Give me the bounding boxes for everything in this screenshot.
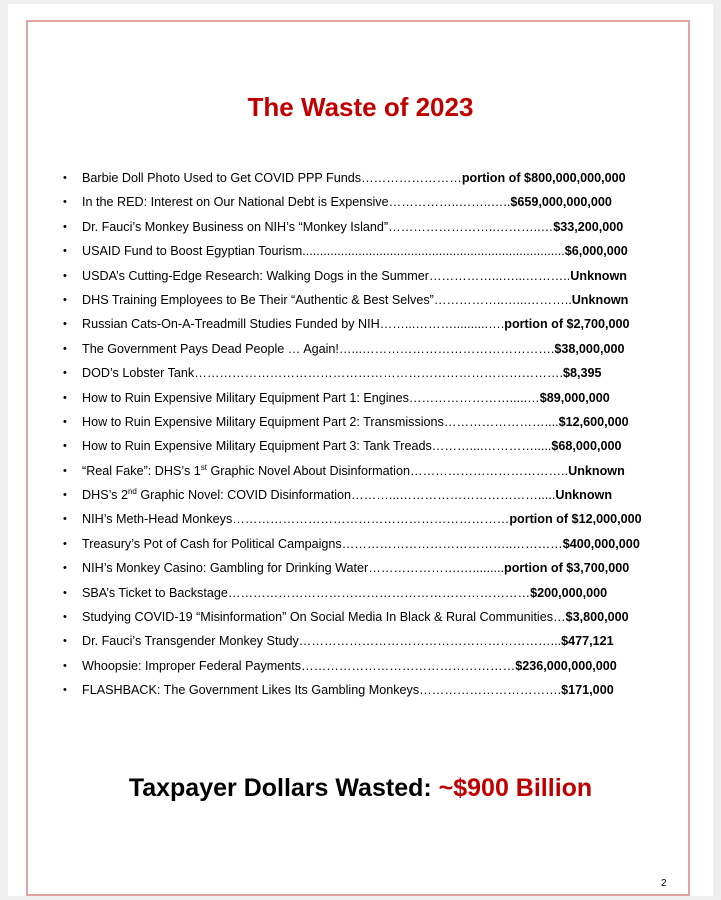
item-amount: $659,000,000,000	[510, 195, 612, 210]
bullet-icon: •	[63, 489, 67, 502]
dot-leader: …	[553, 610, 566, 625]
item-row	[82, 459, 625, 483]
item-amount: portion of $2,700,000	[504, 317, 630, 332]
item-amount: $171,000	[561, 683, 614, 698]
item-amount: $400,000,000	[562, 536, 640, 551]
dot-leader: ………………………………..	[409, 463, 569, 478]
dot-leader: ……………………	[361, 171, 462, 185]
item-row	[82, 629, 614, 653]
bullet-icon: •	[63, 367, 67, 380]
total-label: Taxpayer Dollars Wasted:	[128, 774, 439, 802]
dot-leader: ………………….….........	[368, 561, 505, 576]
item-amount: $33,200,000	[553, 219, 624, 234]
list-item	[58, 312, 678, 336]
bullet-icon: •	[63, 562, 67, 575]
item-amount: $200,000,000	[530, 585, 608, 600]
item-label: “Real Fake”: DHS’s 1st Graphic Novel About Disinformation	[82, 462, 410, 478]
list-item	[58, 410, 678, 434]
bullet-icon: •	[63, 269, 67, 282]
item-row	[82, 386, 610, 410]
bullet-icon: •	[63, 318, 67, 331]
list-item	[58, 386, 678, 410]
list-item	[58, 507, 678, 531]
bullet-icon: •	[63, 513, 67, 526]
item-row	[82, 434, 621, 458]
item-row	[82, 239, 628, 263]
item-row	[82, 337, 624, 361]
bullet-icon: •	[63, 415, 67, 428]
waste-list	[58, 166, 678, 703]
item-row	[82, 215, 623, 239]
dot-leader: …………………………………………………………………………….	[194, 366, 563, 381]
item-row	[82, 288, 628, 312]
item-row	[82, 166, 626, 190]
list-item	[58, 605, 678, 629]
item-label: In the RED: Interest on Our National Debt is Expensive	[82, 195, 389, 210]
bullet-icon: •	[63, 220, 67, 233]
dot-leader: ……………...…...………..	[428, 268, 571, 283]
dot-leader: ……………………..………..…	[388, 219, 554, 234]
item-amount: Unknown	[555, 488, 613, 503]
item-label: DOD’s Lobster Tank	[82, 366, 195, 381]
list-item	[58, 264, 678, 288]
item-label: Treasury’s Pot of Cash for Political Campaigns	[82, 536, 342, 551]
list-item	[58, 629, 678, 653]
item-row	[82, 507, 642, 531]
list-item	[58, 239, 678, 263]
bullet-icon: •	[63, 537, 67, 550]
bullet-icon: •	[63, 440, 67, 453]
list-item	[58, 166, 678, 190]
dot-leader: ………...…………………………….....	[351, 488, 556, 503]
list-item	[58, 288, 678, 312]
list-item	[58, 483, 678, 507]
item-label: Russian Cats-On-A-Treadmill Studies Funded by NIH	[82, 317, 380, 332]
item-amount: $477,121	[561, 634, 614, 649]
dot-leader: ………………………………………………………………	[227, 585, 531, 600]
item-label: FLASHBACK: The Government Likes Its Gambling Monkeys	[82, 683, 420, 698]
dot-leader: …………………………………..…………	[341, 536, 563, 551]
list-item	[58, 215, 678, 239]
dot-leader: ...........................................................................	[302, 244, 565, 259]
item-label: Barbie Doll Photo Used to Get COVID PPP Funds	[82, 171, 362, 185]
dot-leader: ………....………….....	[431, 439, 552, 454]
bullet-icon: •	[63, 172, 67, 184]
dot-leader: ……………..…...………..	[433, 292, 572, 307]
item-row	[82, 654, 617, 678]
item-row	[82, 532, 640, 556]
item-amount: $12,600,000	[558, 414, 629, 429]
item-label: Whoopsie: Improper Federal Payments	[82, 658, 302, 673]
dot-leader: …………………….....…	[408, 390, 540, 405]
dot-leader: …………………………….	[419, 683, 562, 698]
item-row	[82, 264, 627, 288]
item-row	[82, 361, 601, 385]
bullet-icon: •	[63, 586, 67, 599]
list-item	[58, 459, 678, 483]
item-label: Dr. Fauci’s Transgender Monkey Study	[82, 634, 299, 649]
item-label: NIH’s Meth-Head Monkeys	[82, 512, 233, 527]
bullet-icon: •	[63, 635, 67, 648]
dot-leader: ……………………....	[443, 414, 559, 429]
item-row	[82, 605, 629, 629]
item-amount: $8,395	[562, 366, 602, 381]
dot-leader: …………………………………………………………	[232, 512, 510, 527]
list-item	[58, 337, 678, 361]
item-row	[82, 483, 612, 507]
page-number: 2	[661, 878, 667, 889]
list-item	[58, 556, 678, 580]
bullet-icon: •	[63, 293, 67, 306]
item-row	[82, 556, 629, 580]
item-label: DHS Training Employees to Be Their “Authentic & Best Selves”	[82, 292, 434, 307]
list-item	[58, 581, 678, 605]
list-item	[58, 190, 678, 214]
item-label: Studying COVID-19 “Misinformation” On Social Media In Black & Rural Communities	[82, 610, 554, 625]
item-amount: $38,000,000	[554, 341, 625, 356]
item-label: NIH’s Monkey Casino: Gambling for Drinking Water	[82, 561, 369, 576]
dot-leader: ……………..……..…..	[388, 195, 511, 210]
item-label: How to Ruin Expensive Military Equipment Part 3: Tank Treads	[82, 439, 432, 454]
item-amount: $6,000,000	[564, 244, 628, 259]
item-amount: Unknown	[568, 463, 625, 478]
document-page	[8, 4, 713, 896]
dot-leader: ……...………..........….	[379, 317, 505, 332]
bullet-icon: •	[63, 391, 67, 404]
item-row	[82, 581, 607, 605]
list-item	[58, 361, 678, 385]
item-amount: Unknown	[570, 268, 627, 283]
item-label: USDA’s Cutting-Edge Research: Walking Dogs in the Summer	[82, 268, 429, 283]
bullet-icon: •	[63, 659, 67, 672]
total-line	[8, 774, 713, 803]
bullet-icon: •	[63, 196, 67, 209]
bullet-icon: •	[63, 245, 67, 258]
dot-leader: …...……………………………………….	[338, 341, 555, 356]
item-label: SBA’s Ticket to Backstage	[82, 585, 228, 600]
item-label: How to Ruin Expensive Military Equipment Part 1: Engines	[82, 390, 409, 405]
item-label: USAID Fund to Boost Egyptian Tourism	[82, 244, 303, 259]
item-row	[82, 312, 630, 336]
page-title: The Waste of 2023	[247, 92, 474, 122]
item-row	[82, 190, 612, 214]
item-amount: $236,000,000,000	[515, 658, 617, 673]
item-amount: $89,000,000	[539, 390, 610, 405]
bullet-icon: •	[63, 464, 67, 477]
item-amount: portion of $12,000,000	[509, 512, 642, 527]
item-row	[82, 410, 629, 434]
item-amount: $3,800,000	[565, 610, 629, 625]
bullet-icon: •	[63, 684, 67, 697]
item-label: The Government Pays Dead People … Again!	[82, 341, 339, 356]
dot-leader: ……………………………………………………...	[298, 634, 562, 649]
item-amount: portion of $800,000,000,000	[461, 171, 626, 185]
list-item	[58, 678, 678, 702]
item-label: How to Ruin Expensive Military Equipment Part 2: Transmissions	[82, 414, 444, 429]
item-row	[82, 678, 614, 702]
dot-leader: ……………………………………………	[301, 658, 516, 673]
item-amount: $68,000,000	[551, 439, 622, 454]
item-amount: Unknown	[571, 292, 629, 307]
item-label: Dr. Fauci’s Monkey Business on NIH’s “Monkey Island”	[82, 219, 389, 234]
list-item	[58, 434, 678, 458]
list-item	[58, 654, 678, 678]
list-item	[58, 532, 678, 556]
bullet-icon: •	[63, 342, 67, 355]
item-amount: portion of $3,700,000	[504, 561, 630, 576]
total-value: ~$900 Billion	[438, 774, 593, 802]
item-label: DHS’s 2nd Graphic Novel: COVID Disinformation	[82, 486, 352, 503]
bullet-icon: •	[63, 611, 67, 624]
